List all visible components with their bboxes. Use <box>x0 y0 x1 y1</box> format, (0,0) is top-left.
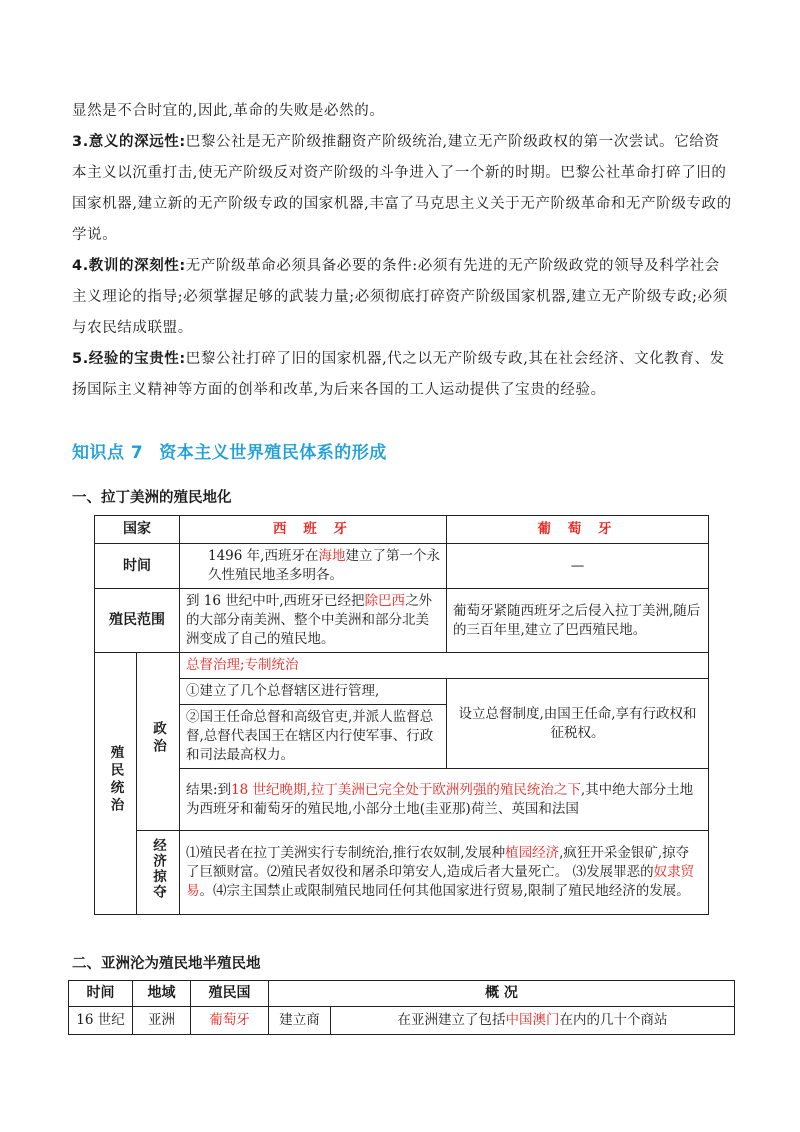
asia-row <box>69 1007 735 1035</box>
economy-text: ⑴殖民者在拉丁美洲实行专制统治,推行农奴制,发展种植园经济,疯狂开采金银矿,掠夺了巨额财富。⑵殖民者奴役和屠杀印第安人,造成后者大量死亡。 ⑶发展罪恶的奴隶贸易。⑷宗主国禁止或限制殖民地同任何其他国家进行贸易,限制了殖民地经济的发展。 <box>180 831 709 915</box>
asia-cell-time: 16 世纪 <box>69 1007 133 1035</box>
row-label-time: 时间 <box>95 544 180 589</box>
subheading-latin-america: 一、拉丁美洲的殖民地化 <box>72 490 232 506</box>
time-portugal: — <box>447 544 709 589</box>
asia-cell-colonizer: 葡萄牙 <box>191 1007 269 1035</box>
header-portugal: 葡 萄 牙 <box>447 516 709 544</box>
section-label: 知识点 7 <box>72 443 144 463</box>
intro-line1: 显然是不合时宜的,因此,革命的失败是必然的。 <box>72 103 385 119</box>
asia-cell-desc: 在亚洲建立了包括中国澳门在内的几十个商站 <box>331 1007 735 1035</box>
header-country: 国家 <box>95 516 180 544</box>
point-3: 3.意义的深远性:巴黎公社是无产阶级推翻资产阶级统治,建立无产阶级政权的第一次尝试。它给资本主义以沉重打击,使无产阶级反对资产阶级的斗争进入了一个新的时期。巴黎公社革命打碎了旧的国家机器,建立新的无产阶级专政的国家机器,丰富了马克思主义关于无产阶级革命和无产阶级专政的学说。 <box>72 134 732 243</box>
point-5-label: 5.经验的宝贵性: <box>72 351 186 367</box>
section-title: 资本主义世界殖民体系的形成 <box>159 443 387 463</box>
row-economy <box>95 831 709 915</box>
latin-america-table <box>94 515 709 915</box>
scope-spain: 到 16 世纪中叶,西班牙已经把除巴西之外的大部分南美洲、整个中美洲和部分北美洲变成了自己的殖民地。 <box>180 589 447 653</box>
asia-table <box>68 980 735 1035</box>
row-politics-1 <box>95 679 709 705</box>
politics-portugal: 设立总督制度,由国王任命,享有行政权和征税权。 <box>447 679 709 769</box>
asia-header-row <box>69 981 735 1007</box>
table-header-row <box>95 516 709 544</box>
asia-cell-region: 亚洲 <box>133 1007 191 1035</box>
row-label-scope: 殖民范围 <box>95 589 180 653</box>
header-spain: 西 班 牙 <box>180 516 447 544</box>
politics-summary: 总督治理;专制统治 <box>180 653 709 679</box>
point-5: 5.经验的宝贵性:巴黎公社打碎了旧的国家机器,代之以无产阶级专政,其在社会经济、文化教育、发扬国际主义精神等方面的创举和改革,为后来各国的工人运动提供了宝贵的经验。 <box>72 351 725 398</box>
politics-item-2: ②国王任命总督和高级官吏,并派人监督总督,总督代表国王在辖区内行使军事、行政和司法最高权力。 <box>180 705 447 769</box>
point-3-label: 3.意义的深远性: <box>72 134 186 150</box>
asia-header-time: 时间 <box>69 981 133 1007</box>
section-heading <box>72 438 387 463</box>
row-label-rule: 殖民统治 <box>95 653 137 915</box>
row-time <box>95 544 709 589</box>
time-spain: 1496 年,西班牙在海地建立了第一个永久性殖民地圣多明各。 <box>180 544 447 589</box>
point-4-label: 4.教训的深刻性: <box>72 258 186 274</box>
row-scope <box>95 589 709 653</box>
scope-portugal: 葡萄牙紧随西班牙之后侵入拉丁美洲,随后的三百年里,建立了巴西殖民地。 <box>447 589 709 653</box>
asia-cell-type: 建立商 <box>269 1007 331 1035</box>
intro-text <box>72 96 732 406</box>
asia-header-region: 地域 <box>133 981 191 1007</box>
row-result <box>95 769 709 831</box>
row-politics-red <box>95 653 709 679</box>
row-label-politics: 政治 <box>137 653 180 831</box>
politics-item-1: ①建立了几个总督辖区进行管理, <box>180 679 447 705</box>
politics-result: 结果:到18 世纪晚期,拉丁美洲已完全处于欧洲列强的殖民统治之下,其中绝大部分土地为西班牙和葡萄牙的殖民地,小部分土地(圭亚那)荷兰、英国和法国 <box>180 769 709 831</box>
row-label-economy: 经济掠夺 <box>137 831 180 915</box>
point-4: 4.教训的深刻性:无产阶级革命必须具备必要的条件:必须有先进的无产阶级政党的领导及科学社会主义理论的指导;必须掌握足够的武装力量;必须彻底打碎资产阶级国家机器,建立无产阶级专政;必须与农民结成联盟。 <box>72 258 728 336</box>
asia-header-colonizer: 殖民国 <box>191 981 269 1007</box>
subheading-asia: 二、亚洲沦为殖民地半殖民地 <box>72 956 261 972</box>
asia-header-overview: 概 况 <box>269 981 735 1007</box>
